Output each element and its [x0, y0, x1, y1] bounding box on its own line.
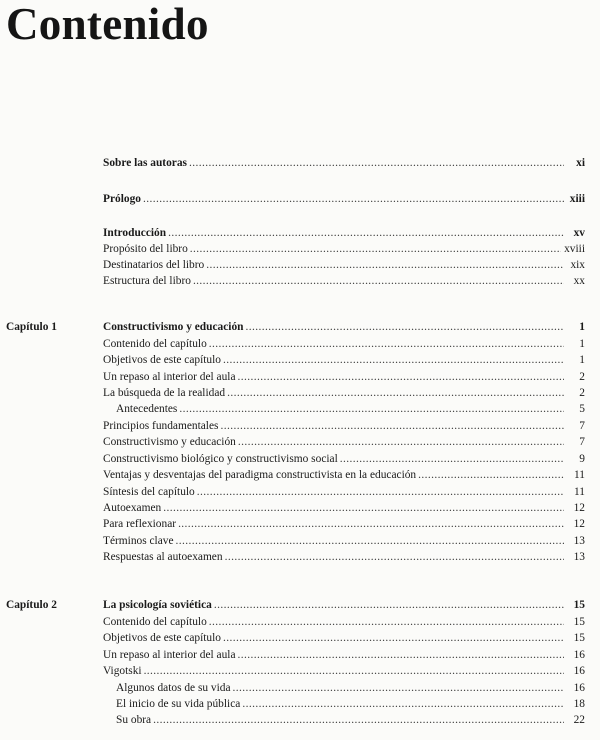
toc-entry-introduccion[interactable]: [103, 225, 585, 241]
toc-entry[interactable]: [103, 630, 585, 646]
toc-entry-page: xix: [570, 259, 585, 271]
toc-entry-page: 7: [579, 436, 585, 448]
toc-entry-title: La psicología soviética: [103, 599, 212, 611]
toc-entry-page: 11: [574, 469, 585, 481]
toc-entry-title: Constructivismo y educación: [103, 436, 236, 448]
toc-entry[interactable]: [103, 352, 585, 368]
dot-leader: [190, 241, 561, 257]
toc-entry-page: 15: [573, 632, 585, 644]
toc-entry-page: 11: [574, 486, 585, 498]
toc-entry-page: 16: [573, 665, 585, 677]
dot-leader: [340, 451, 564, 467]
dot-leader: [153, 712, 564, 728]
toc-entry-title: La búsqueda de la realidad: [103, 387, 226, 399]
toc-entry-title: Contenido del capítulo: [103, 616, 207, 628]
toc-entry-title: Introducción: [103, 227, 167, 239]
dot-leader: [179, 401, 564, 417]
toc-entry-page: 15: [573, 616, 585, 628]
toc-entry[interactable]: [103, 385, 585, 401]
dot-leader: [189, 155, 564, 171]
toc-entry-page: 1: [579, 321, 585, 333]
toc-entry-page: 2: [579, 371, 585, 383]
toc-entry-title: Estructura del libro: [103, 275, 191, 287]
dot-leader: [238, 434, 564, 450]
toc-entry-title: Constructivismo biológico y constructivismo social: [103, 453, 338, 465]
toc-entry-title: Para reflexionar: [103, 518, 177, 530]
toc-entry[interactable]: [103, 418, 585, 434]
toc-entry-page: 16: [573, 649, 585, 661]
toc-entry-page: 12: [573, 502, 585, 514]
toc-entry[interactable]: [103, 647, 585, 663]
toc-entry-destinatarios[interactable]: [103, 257, 585, 273]
dot-leader: [242, 696, 564, 712]
chapter-label-1: Capítulo 1: [6, 321, 57, 333]
toc-entry-title: Principios fundamentales: [103, 420, 219, 432]
dot-leader: [418, 467, 564, 483]
toc-entry-title: Algunos datos de su vida: [116, 682, 231, 694]
toc-entry[interactable]: [103, 500, 585, 516]
page-title: Contenido: [6, 0, 209, 49]
toc-entry-title: Un repaso al interior del aula: [103, 649, 236, 661]
toc-entry-page: xi: [576, 157, 585, 169]
toc-entry-page: xviii: [564, 243, 585, 255]
dot-leader: [168, 225, 564, 241]
toc-entry-sobre-las-autoras[interactable]: [103, 155, 585, 171]
toc-entry-chapter-1-title[interactable]: [103, 319, 585, 335]
toc-entry[interactable]: [103, 614, 585, 630]
toc-entry[interactable]: [103, 369, 585, 385]
toc-entry-page: xv: [573, 227, 585, 239]
toc-entry-title: Constructivismo y educación: [103, 321, 244, 333]
toc-entry-title: Propósito del libro: [103, 243, 188, 255]
toc-entry[interactable]: [103, 451, 585, 467]
toc-entry-page: 13: [573, 551, 585, 563]
toc-entry[interactable]: [103, 434, 585, 450]
toc-entry-title: El inicio de su vida pública: [116, 698, 241, 710]
chapter-label-2: Capítulo 2: [6, 599, 57, 611]
toc-entry-title: Contenido del capítulo: [103, 338, 207, 350]
toc-entry[interactable]: [103, 549, 585, 565]
toc-subentry[interactable]: [116, 712, 585, 728]
dot-leader: [223, 630, 564, 646]
toc-entry-title: Términos clave: [103, 535, 174, 547]
dot-leader: [227, 385, 564, 401]
dot-leader: [245, 319, 564, 335]
toc-entry-page: 9: [579, 453, 585, 465]
toc-entry-page: 13: [573, 535, 585, 547]
toc-subentry[interactable]: [116, 680, 585, 696]
dot-leader: [209, 614, 564, 630]
toc-entry-title: Su obra: [116, 714, 152, 726]
toc-entry-title: Un repaso al interior del aula: [103, 371, 236, 383]
dot-leader: [178, 516, 564, 532]
toc-entry-page: 5: [579, 403, 585, 415]
toc-entry[interactable]: [103, 467, 585, 483]
toc-entry-page: 1: [579, 338, 585, 350]
toc-entry-page: xx: [573, 275, 585, 287]
toc-entry[interactable]: [103, 336, 585, 352]
toc-entry-page: 2: [579, 387, 585, 399]
toc-entry[interactable]: [103, 516, 585, 532]
toc-entry-chapter-2-title[interactable]: [103, 597, 585, 613]
toc-entry[interactable]: [103, 533, 585, 549]
toc-entry-title: Sobre las autoras: [103, 157, 187, 169]
toc-entry-title: Ventajas y desventajas del paradigma constructivista en la educación: [103, 469, 417, 481]
toc-entry[interactable]: [103, 484, 585, 500]
toc-entry-title: Objetivos de este capítulo: [103, 632, 221, 644]
dot-leader: [209, 336, 564, 352]
toc-subentry[interactable]: [116, 401, 585, 417]
dot-leader: [197, 484, 564, 500]
toc-entry-title: Destinatarios del libro: [103, 259, 205, 271]
toc-entry-title: Respuestas al autoexamen: [103, 551, 223, 563]
dot-leader: [220, 418, 564, 434]
toc-entry-title: Autoexamen: [103, 502, 162, 514]
dot-leader: [143, 191, 564, 207]
toc-entry-page: 1: [579, 354, 585, 366]
toc-entry-title: Antecedentes: [116, 403, 178, 415]
toc-entry[interactable]: [103, 663, 585, 679]
dot-leader: [144, 663, 564, 679]
dot-leader: [193, 273, 564, 289]
toc-entry-page: 22: [573, 714, 585, 726]
dot-leader: [223, 352, 564, 368]
toc-entry-page: 16: [573, 682, 585, 694]
toc-entry-title: Prólogo: [103, 193, 141, 205]
toc-entry-proposito[interactable]: [103, 241, 585, 257]
toc-entry-estructura[interactable]: [103, 273, 585, 289]
toc-entry-title: Objetivos de este capítulo: [103, 354, 221, 366]
dot-leader: [163, 500, 564, 516]
toc-entry-prologo[interactable]: [103, 191, 585, 207]
dot-leader: [176, 533, 564, 549]
toc-entry-page: 7: [579, 420, 585, 432]
toc-entry-page: 12: [573, 518, 585, 530]
dot-leader: [214, 597, 564, 613]
toc-entry-title: Vigotski: [103, 665, 142, 677]
toc-entry-page: 15: [573, 599, 585, 611]
dot-leader: [238, 369, 564, 385]
toc-entry-page: 18: [573, 698, 585, 710]
dot-leader: [225, 549, 564, 565]
dot-leader: [233, 680, 564, 696]
dot-leader: [238, 647, 564, 663]
dot-leader: [206, 257, 564, 273]
toc-entry-page: xiii: [569, 193, 585, 205]
toc-subentry[interactable]: [116, 696, 585, 712]
toc-entry-title: Síntesis del capítulo: [103, 486, 195, 498]
